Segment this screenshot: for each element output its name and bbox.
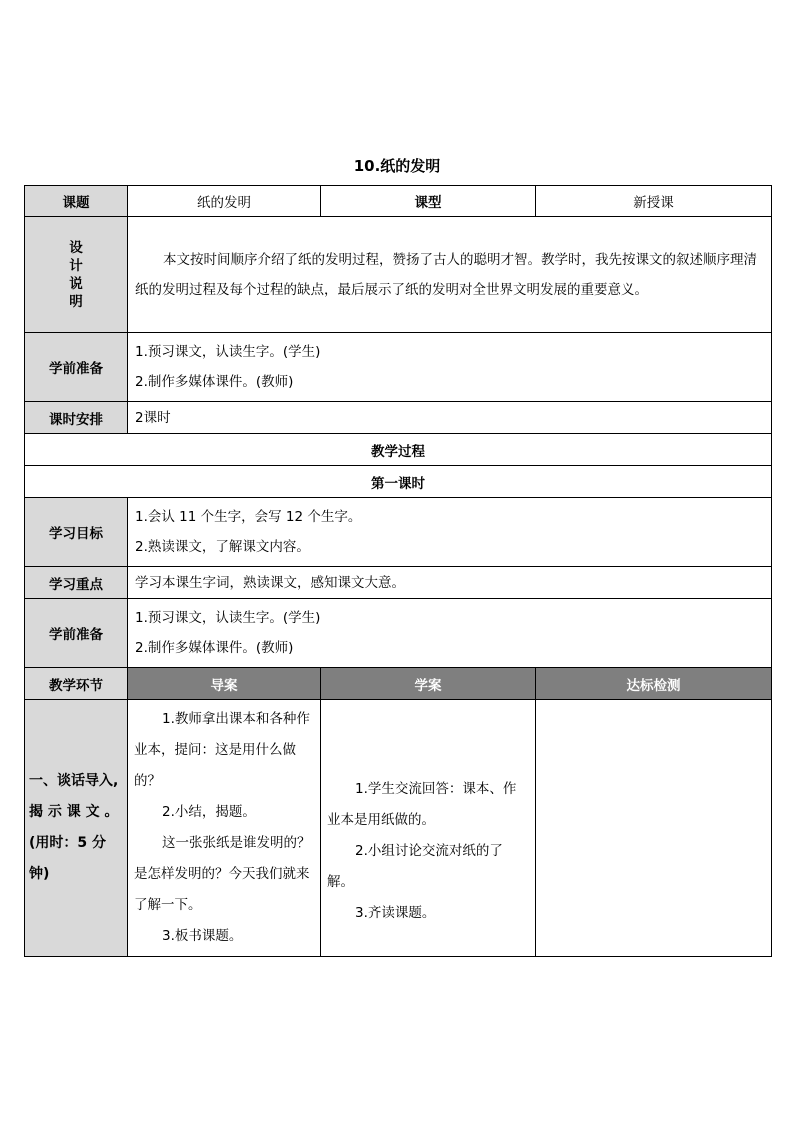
prep-label-2: 学前准备 [25, 599, 128, 668]
step-column-header: 教学环节 [25, 668, 128, 700]
step-label-1: 一、谈话导入, 揭 示 课 文 。 (用时：5 分 钟) [25, 700, 128, 957]
period-title: 第一课时 [25, 466, 772, 498]
check-cell-1 [536, 700, 772, 957]
prep-row-1 [25, 333, 772, 402]
column-header-row [25, 668, 772, 700]
design-label: 设 计 说 明 [25, 217, 128, 333]
learn-cell-1 [321, 700, 536, 957]
goals-label: 学习目标 [25, 498, 128, 567]
prep-item: 1.预习课文，认读生字。(学生) [135, 344, 321, 360]
type-value: 新授课 [536, 186, 772, 217]
prep-item: 2.制作多媒体课件。(教师) [135, 640, 294, 656]
goals-items [128, 498, 772, 567]
prep-items-2 [128, 599, 772, 668]
guide-column-header: 导案 [128, 668, 321, 700]
topic-row [25, 186, 772, 217]
type-label: 课型 [321, 186, 536, 217]
design-row [25, 217, 772, 333]
guide-paragraph: 这一张张纸是谁发明的？是怎样发明的？今天我们就来了解一下。 [134, 835, 311, 913]
prep-row-2 [25, 599, 772, 668]
design-text: 本文按时间顺序介绍了纸的发明过程，赞扬了古人的聪明才智。教学时，我先按课文的叙述顺序理清纸的发明过程及每个过程的缺点，最后展示了纸的发明对全世界文明发展的重要意义。 [128, 217, 772, 333]
guide-paragraph: 1.教师拿出课本和各种作业本，提问：这是用什么做的？ [134, 711, 310, 789]
lesson-plan-table [24, 185, 772, 957]
schedule-row [25, 402, 772, 434]
schedule-label: 课时安排 [25, 402, 128, 434]
prep-label-1: 学前准备 [25, 333, 128, 402]
focus-label: 学习重点 [25, 567, 128, 599]
step-row-1 [25, 700, 772, 957]
learn-column-header: 学案 [321, 668, 536, 700]
focus-row [25, 567, 772, 599]
document-title: 10.纸的发明 [353, 157, 441, 175]
learn-paragraph: 2.小组讨论交流对纸的了解。 [327, 842, 503, 890]
topic-value: 纸的发明 [128, 186, 321, 217]
process-title-row [25, 434, 772, 466]
guide-cell-1 [128, 700, 321, 957]
goal-item: 1.会认 11 个生字，会写 12 个生字。 [135, 509, 362, 525]
guide-paragraph: 2.小结，揭题。 [162, 804, 256, 820]
process-title: 教学过程 [25, 434, 772, 466]
goal-item: 2.熟读课文，了解课文内容。 [135, 539, 310, 555]
focus-value: 学习本课生字词，熟读课文，感知课文大意。 [128, 567, 772, 599]
guide-paragraph: 3.板书课题。 [162, 928, 243, 944]
learn-paragraph: 3.齐读课题。 [355, 904, 436, 921]
check-column-header: 达标检测 [536, 668, 772, 700]
prep-items-1 [128, 333, 772, 402]
prep-item: 2.制作多媒体课件。(教师) [135, 374, 294, 390]
learn-paragraph: 1.学生交流回答：课本、作业本是用纸做的。 [327, 780, 517, 828]
prep-item: 1.预习课文，认读生字。(学生) [135, 610, 321, 626]
schedule-value: 2课时 [128, 402, 772, 434]
period-title-row [25, 466, 772, 498]
topic-label: 课题 [25, 186, 128, 217]
goals-row [25, 498, 772, 567]
